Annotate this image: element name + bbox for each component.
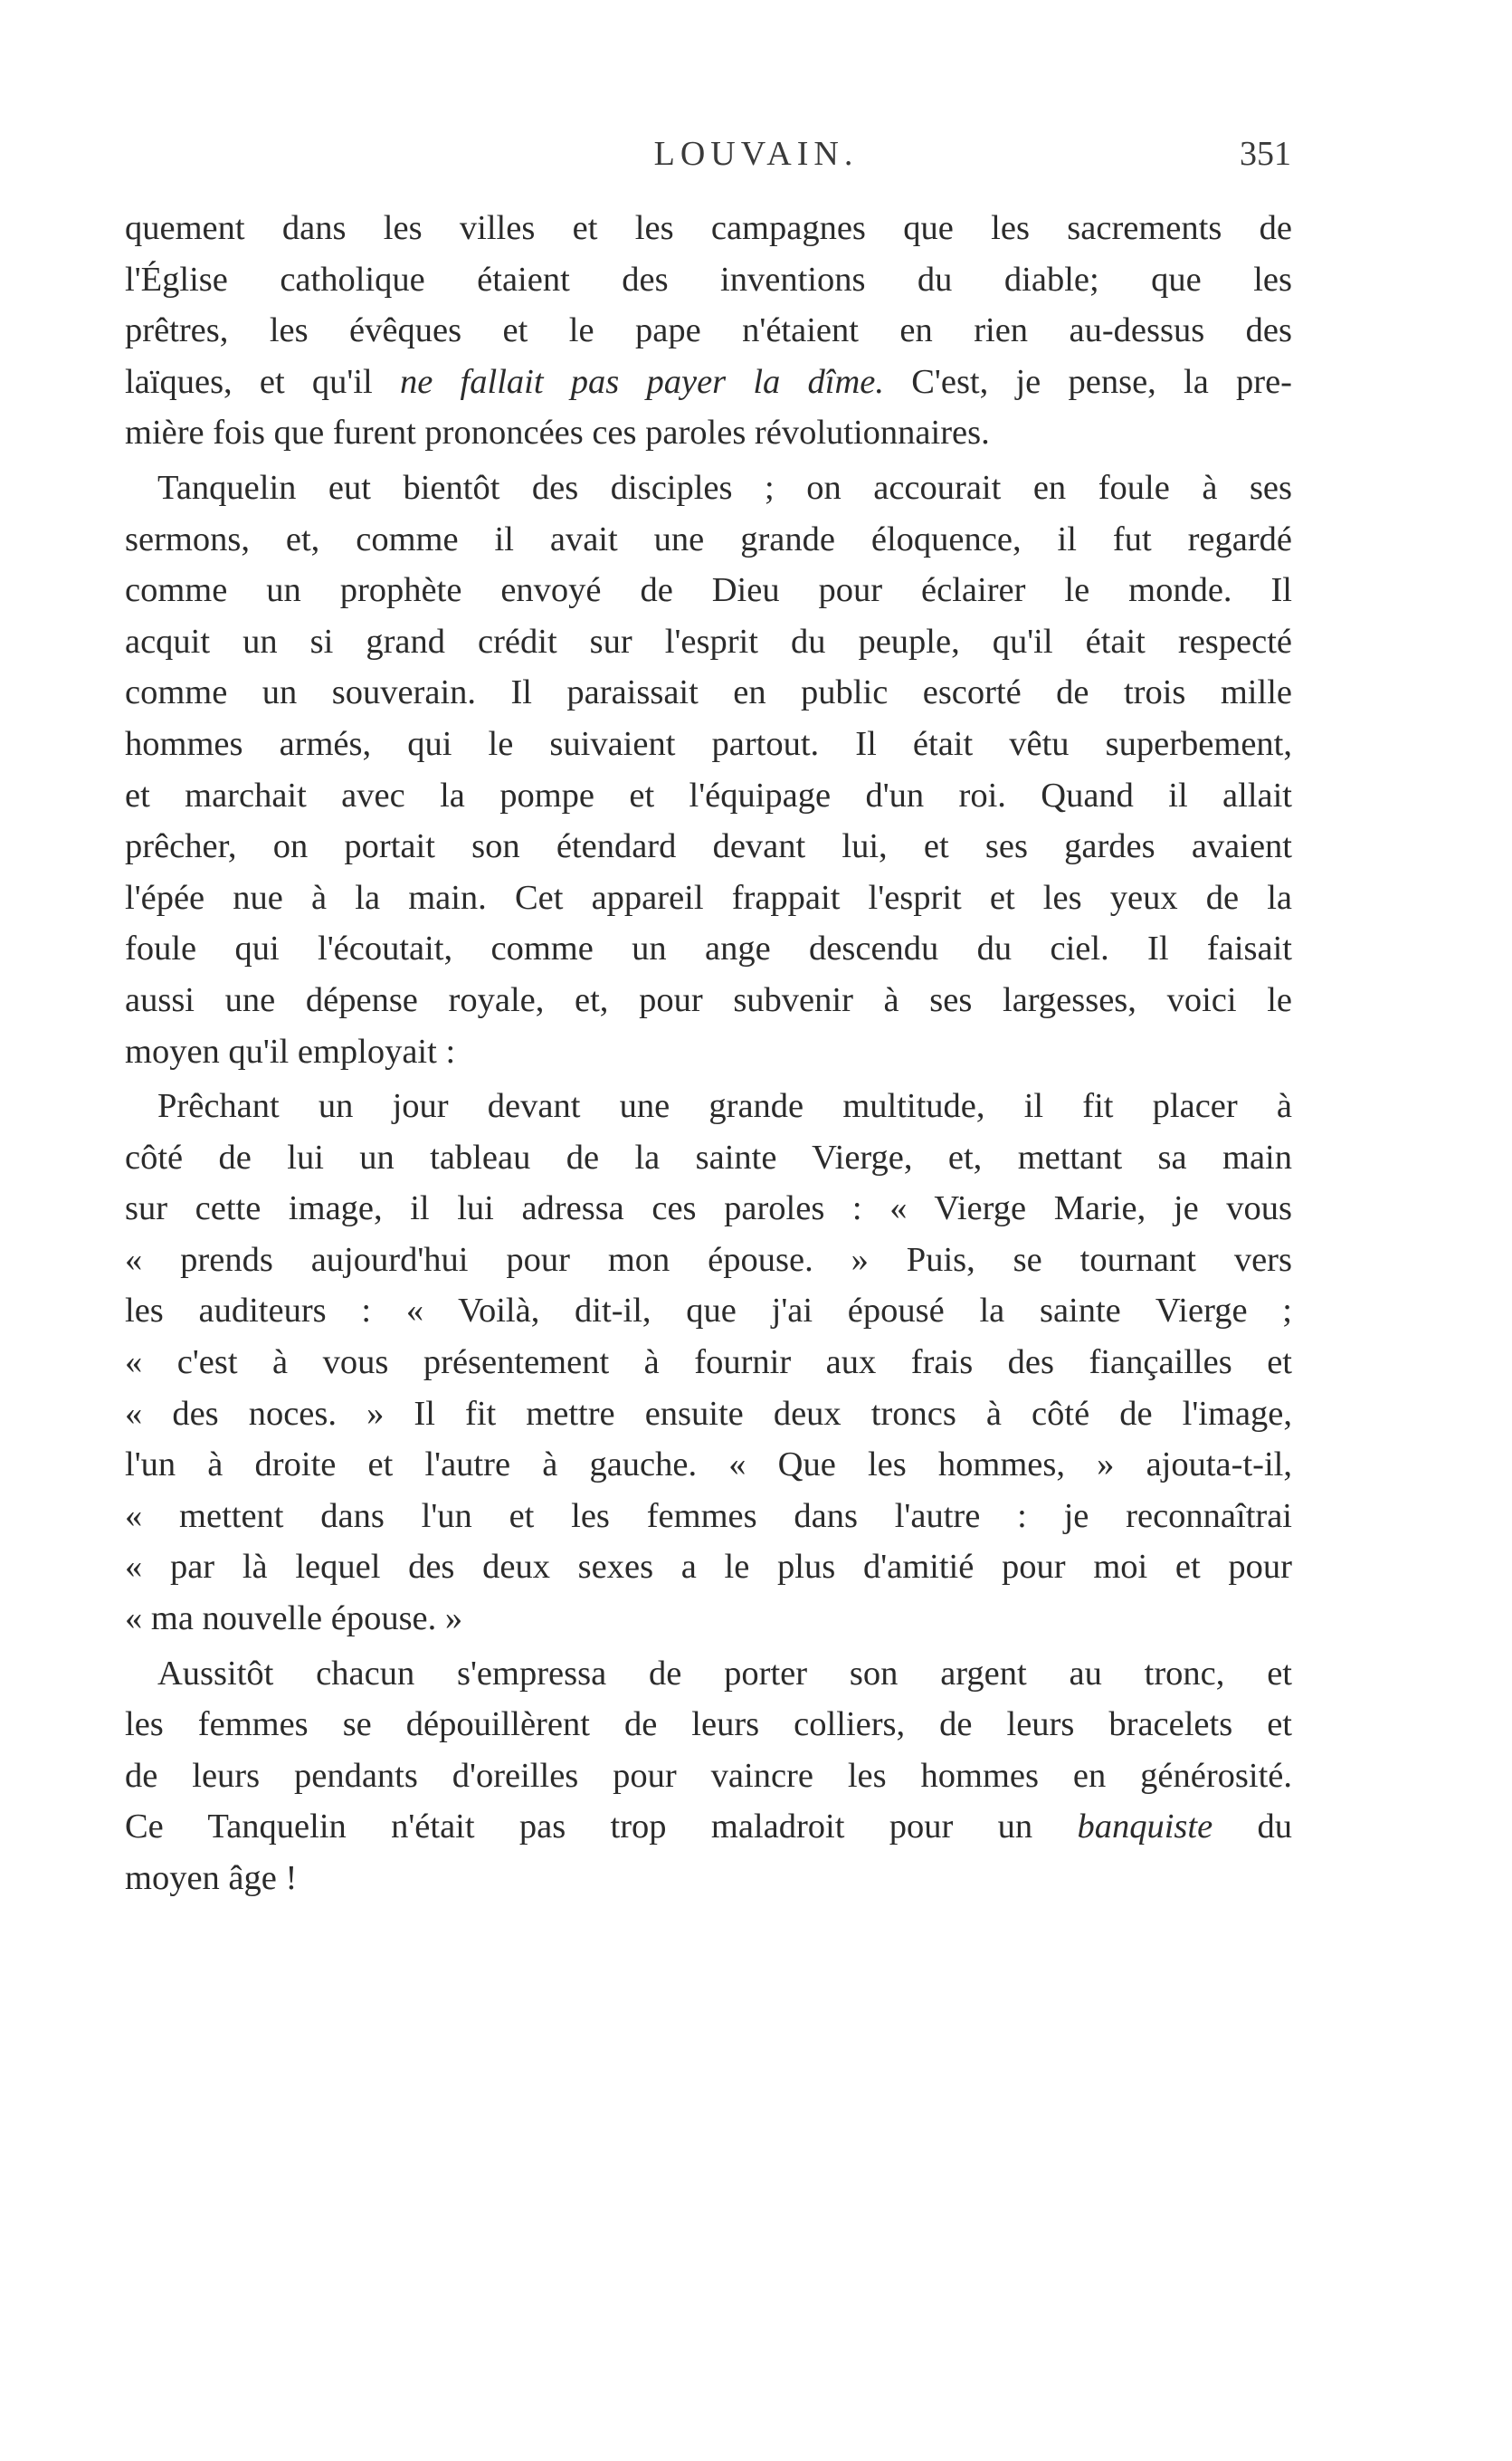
text-line — [125, 1388, 1292, 1440]
text-run: moyen âge ! — [125, 1859, 298, 1897]
page-number: 351 — [1240, 135, 1291, 173]
text-run: hommes armés, qui le suivaient partout. Il était vêtu superbement, — [125, 724, 1292, 763]
text-line — [125, 1081, 1292, 1132]
paragraph — [125, 1081, 1292, 1645]
text-line — [125, 254, 1292, 306]
text-line — [125, 1235, 1292, 1286]
text-run: Ce Tanquelin n'était pas trop maladroit pour un — [125, 1808, 1078, 1846]
text-run: Aussitôt chacun s'empressa de porter son argent au tronc, et — [157, 1654, 1292, 1693]
text-run: prêtres, les évêques et le pape n'étaient en rien au-dessus des — [125, 311, 1292, 350]
text-line — [125, 305, 1292, 357]
text-run: sur cette image, il lui adressa ces paroles : « Vierge Marie, je vous — [125, 1189, 1292, 1228]
text-run: prêcher, on portait son étendard devant lui, et ses gardes avaient — [125, 827, 1292, 866]
text-run: côté de lui un tableau de la sainte Vierge, et, mettant sa main — [125, 1138, 1292, 1177]
text-line — [125, 203, 1292, 254]
text-line — [125, 407, 1292, 459]
text-line — [125, 923, 1292, 975]
running-title: LOUVAIN. — [653, 135, 859, 173]
text-run: « prends aujourd'hui pour mon épouse. » Puis, se tournant vers — [125, 1240, 1292, 1279]
text-line — [125, 821, 1292, 873]
text-run: « des noces. » Il fit mettre ensuite deux troncs à côté de l'image, — [125, 1394, 1292, 1433]
text-line — [125, 514, 1292, 566]
text-line — [125, 873, 1292, 924]
text-run: foule qui l'écoutait, comme un ange descendu du ciel. Il faisait — [125, 930, 1292, 968]
text-line — [125, 1337, 1292, 1388]
text-line — [125, 1541, 1292, 1593]
text-run: les auditeurs : « Voilà, dit-il, que j'ai épousé la sainte Vierge ; — [125, 1292, 1292, 1331]
italic-text: ne fallait pas payer la dîme. — [399, 362, 885, 401]
text-line — [125, 1699, 1292, 1750]
text-line — [125, 975, 1292, 1026]
text-run: mière fois que furent prononcées ces paroles révolutionnaires. — [125, 414, 990, 453]
text-line — [125, 1853, 1292, 1904]
text-line — [125, 1750, 1292, 1802]
italic-text: banquiste — [1077, 1808, 1213, 1846]
text-run: C'est, je pense, la pre- — [884, 362, 1293, 401]
text-run: l'Église catholique étaient des inventions du diable; que les — [125, 260, 1292, 299]
text-line — [125, 565, 1292, 616]
text-run: les femmes se dépouillèrent de leurs colliers, de leurs bracelets et — [125, 1705, 1292, 1744]
text-run: acquit un si grand crédit sur l'esprit du peuple, qu'il était respecté — [125, 622, 1292, 661]
text-line — [125, 667, 1292, 719]
text-run: quement dans les villes et les campagnes que les sacrements de — [125, 209, 1292, 247]
text-line — [125, 1285, 1292, 1337]
text-run: comme un prophète envoyé de Dieu pour éclairer le monde. Il — [125, 571, 1292, 610]
text-run: aussi une dépense royale, et, pour subvenir à ses largesses, voici le — [125, 980, 1292, 1019]
text-run: Prêchant un jour devant une grande multitude, il fit placer à — [157, 1087, 1292, 1126]
text-run: laïques, et qu'il — [125, 362, 400, 401]
text-line — [125, 1491, 1292, 1542]
text-run: l'épée nue à la main. Cet appareil frappait l'esprit et les yeux de la — [125, 878, 1292, 917]
text-run: moyen qu'il employait : — [125, 1032, 456, 1071]
text-line — [125, 1648, 1292, 1700]
text-line — [125, 1593, 1292, 1645]
paragraph — [125, 1648, 1292, 1904]
text-run: « ma nouvelle épouse. » — [125, 1599, 463, 1638]
text-line — [125, 770, 1292, 822]
text-run: « mettent dans l'un et les femmes dans l'autre : je reconnaîtrai — [125, 1496, 1292, 1535]
text-line — [125, 1132, 1292, 1184]
text-run: sermons, et, comme il avait une grande éloquence, il fut regardé — [125, 520, 1292, 558]
text-run: « par là lequel des deux sexes a le plus d'amitié pour moi et pour — [125, 1548, 1292, 1587]
body-text — [125, 203, 1292, 1904]
text-run: de leurs pendants d'oreilles pour vaincre les hommes en générosité. — [125, 1756, 1292, 1795]
running-head — [0, 134, 1512, 188]
text-run: comme un souverain. Il paraissait en public escorté de trois mille — [125, 673, 1292, 712]
paragraph — [125, 463, 1292, 1077]
text-line — [125, 1801, 1292, 1853]
text-run: l'un à droite et l'autre à gauche. « Que les hommes, » ajouta-t-il, — [125, 1445, 1292, 1484]
text-line — [125, 1026, 1292, 1078]
text-run: et marchait avec la pompe et l'équipage d'un roi. Quand il allait — [125, 776, 1292, 815]
text-line — [125, 616, 1292, 668]
text-line — [125, 357, 1292, 408]
text-run: Tanquelin eut bientôt des disciples ; on accourait en foule à ses — [157, 468, 1292, 507]
text-line — [125, 463, 1292, 514]
text-run: du — [1212, 1808, 1292, 1846]
text-line — [125, 1439, 1292, 1491]
paragraph — [125, 203, 1292, 459]
text-line — [125, 1183, 1292, 1235]
text-line — [125, 719, 1292, 770]
text-run: « c'est à vous présentement à fournir aux frais des fiançailles et — [125, 1343, 1292, 1382]
